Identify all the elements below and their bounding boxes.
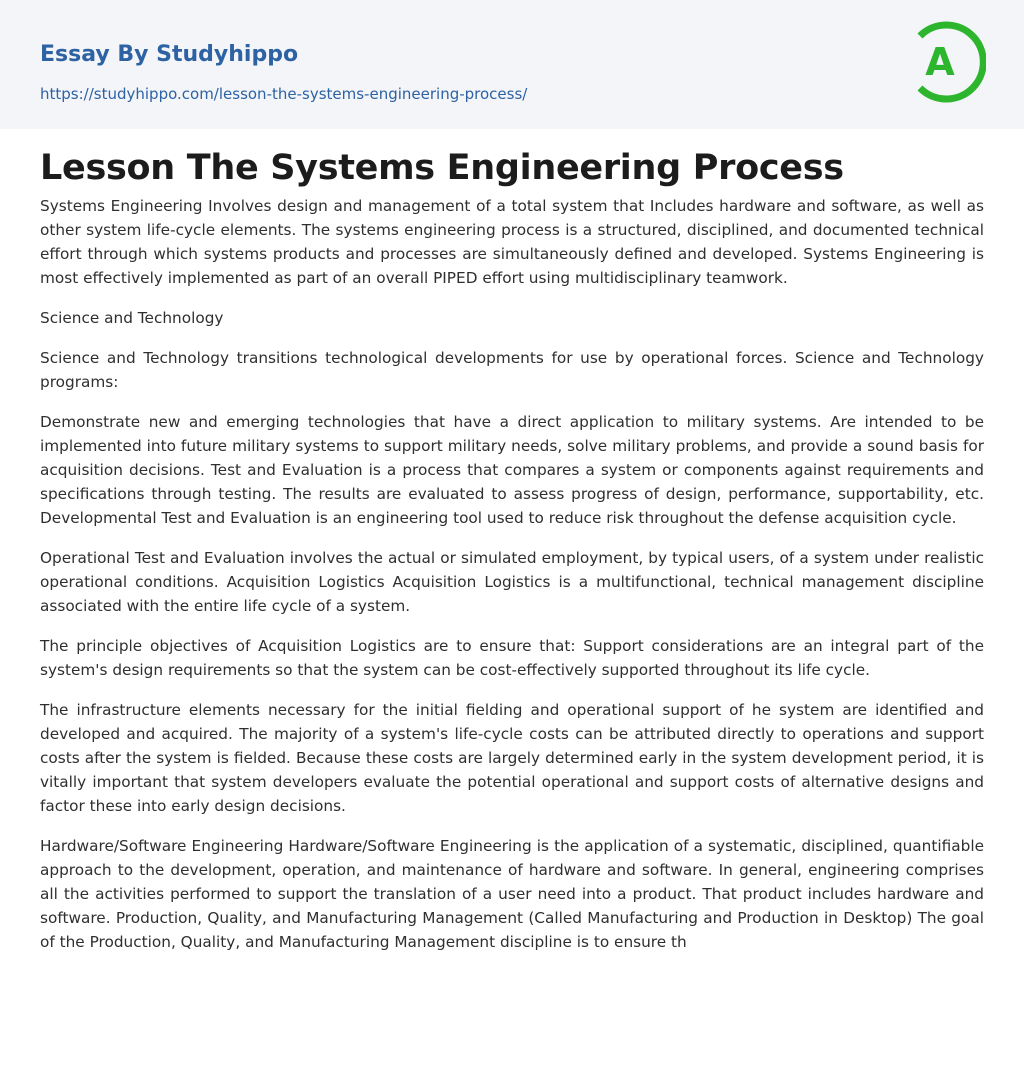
essay-body	[40, 194, 984, 970]
paragraph-objectives: The principle objectives of Acquisition Logistics are to ensure that: Support considerations are an integral part of the system's design requirements so that the system can be cost-effectively supported throughout its life cycle.	[40, 637, 984, 679]
page-title: Lesson The Systems Engineering Process	[40, 148, 844, 188]
paragraph-subheading: Science and Technology	[40, 309, 224, 327]
site-header	[0, 0, 1024, 129]
paragraph-science-technology: Science and Technology transitions technological developments for use by operational forces. Science and Technology programs:	[40, 349, 984, 391]
paragraph-operational-test: Operational Test and Evaluation involves the actual or simulated employment, by typical users, of a system under realistic operational conditions. Acquisition Logistics Acquisition Logistics is a multifunctional, technical management discipline associated with the entire life cycle of a system.	[40, 549, 984, 615]
paragraph-infrastructure: The infrastructure elements necessary for the initial fielding and operational support of he system are identified and developed and acquired. The majority of a system's life-cycle costs can be attributed directly to operations and support costs after the system is fielded. Because these costs are largely determined early in the system development period, it is vitally important that system developers evaluate the potential operational and support costs of alternative designs and factor these into early design decisions.	[40, 701, 984, 815]
logo-letter: A	[925, 40, 955, 84]
paragraph-intro: Systems Engineering Involves design and management of a total system that Includes hardware and software, as well as other system life-cycle elements. The systems engineering process is a structured, disciplined, and documented technical effort through which systems products and processes are simultaneously defined and developed. Systems Engineering is most effectively implemented as part of an overall PIPED effort using multidisciplinary teamwork.	[40, 197, 984, 287]
paragraph-hardware-software: Hardware/Software Engineering Hardware/Software Engineering is the application of a systematic, disciplined, quantifiable approach to the development, operation, and maintenance of hardware and software. In general, engineering comprises all the activities performed to support the translation of a user need into a product. That product includes hardware and software. Production, Quality, and Manufacturing Management (Called Manufacturing and Production in Desktop) The goal of the Production, Quality, and Manufacturing Management discipline is to ensure th	[40, 837, 984, 951]
brand-title[interactable]: Essay By Studyhippo	[40, 42, 299, 67]
essay-url-link[interactable]: https://studyhippo.com/lesson-the-systems-engineering-process/	[40, 85, 528, 103]
studyhippo-logo-icon[interactable]	[912, 20, 986, 104]
paragraph-demonstrate: Demonstrate new and emerging technologies that have a direct application to military systems. Are intended to be implemented into future military systems to support military needs, solve military problems, and provide a sound basis for acquisition decisions. Test and Evaluation is a process that compares a system or components against requirements and specifications through testing. The results are evaluated to assess progress of design, performance, supportability, etc. Developmental Test and Evaluation is an engineering tool used to reduce risk throughout the defense acquisition cycle.	[40, 413, 984, 527]
